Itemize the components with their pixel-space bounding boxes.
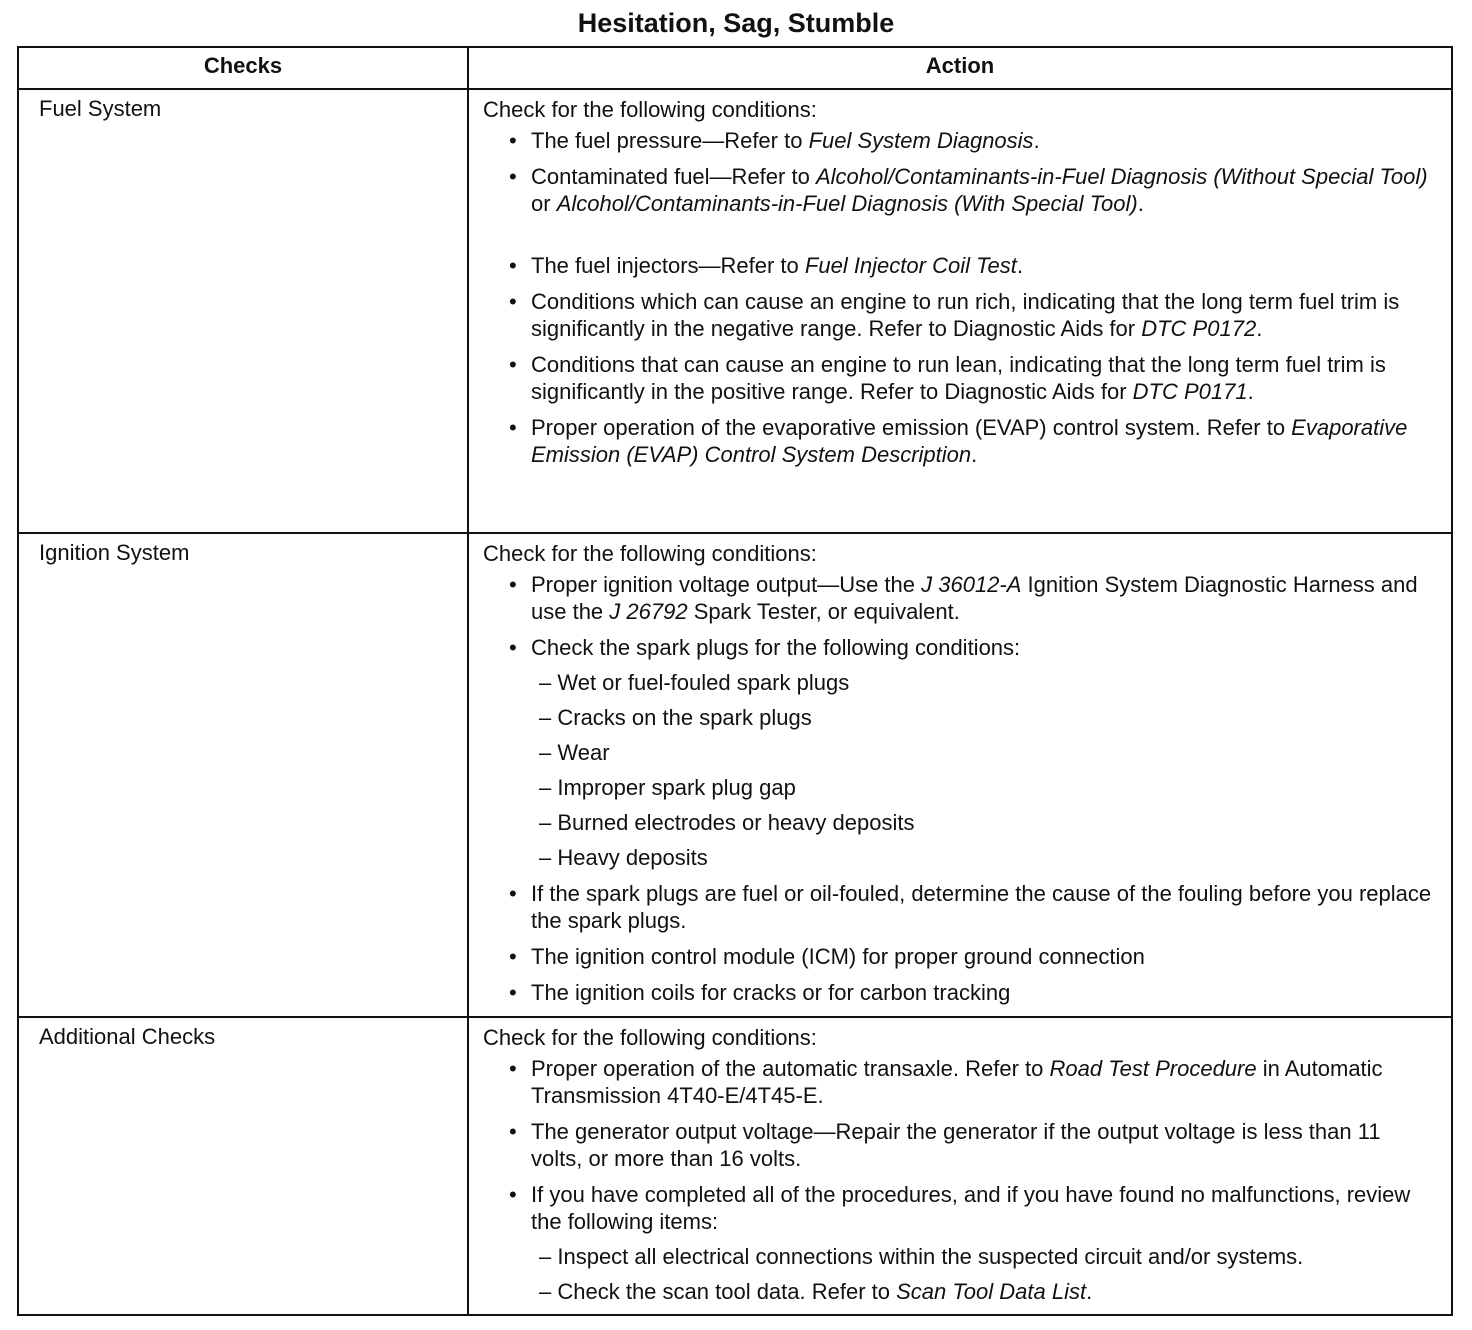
list-item: • Check the spark plugs for the following conditions: – Wet or fuel-fouled spark plugs – Cracks on the spark plugs – Wear – Improper spark plug gap – Burned electrodes or heavy deposits – Heavy deposits (509, 634, 1437, 871)
bullet-icon: • (509, 352, 517, 377)
bullet-icon: • (509, 128, 517, 153)
list-item: • Conditions which can cause an engine to run rich, indicating that the long term fuel trim is significantly in the negative range. Refer to Diagnostic Aids for DTC P0172. (509, 289, 1400, 341)
list-item: • Proper operation of the evaporative emission (EVAP) control system. Refer to Evaporative Emission (EVAP) Control System Description. (509, 415, 1408, 467)
list-item: • The ignition coils for cracks or for carbon tracking (509, 980, 1011, 1005)
sub-item: – Improper spark plug gap (539, 775, 796, 800)
bullet-list (483, 1055, 1437, 1305)
sub-item: – Wear (539, 740, 610, 765)
header-checks: Checks (18, 47, 468, 89)
list-item: • Conditions that can cause an engine to run lean, indicating that the long term fuel trim is significantly in the positive range. Refer to Diagnostic Aids for DTC P0171. (509, 352, 1386, 404)
sub-list (531, 1243, 1437, 1305)
sub-item: – Inspect all electrical connections within the suspected circuit and/or systems. (539, 1244, 1304, 1269)
bullet-icon: • (509, 881, 517, 906)
table-row (18, 1017, 1452, 1315)
sub-list (531, 669, 1437, 871)
bullet-list (483, 571, 1437, 1006)
check-additional: Additional Checks (18, 1017, 468, 1315)
page-title: Hesitation, Sag, Stumble (577, 8, 895, 38)
sub-item: – Cracks on the spark plugs (539, 705, 812, 730)
bullet-icon: • (509, 635, 517, 660)
bullet-icon: • (509, 1182, 517, 1207)
bullet-icon: • (509, 415, 517, 440)
list-item: • The generator output voltage—Repair the generator if the output voltage is less than 11 volts, or more than 16 volts. (509, 1119, 1381, 1171)
list-item: • Proper operation of the automatic transaxle. Refer to Road Test Procedure in Automatic Transmission 4T40-E/4T45-E. (509, 1056, 1383, 1108)
list-item: • The fuel injectors—Refer to Fuel Injector Coil Test. (509, 253, 1023, 278)
list-item: • Contaminated fuel—Refer to Alcohol/Contaminants-in-Fuel Diagnosis (Without Special Tool) or Alcohol/Contaminants-in-Fuel Diagnosis (With Special Tool). (509, 164, 1428, 216)
bullet-icon: • (509, 572, 517, 597)
intro-text: Check for the following conditions: (483, 97, 817, 122)
action-fuel-system (468, 89, 1452, 533)
bullet-icon: • (509, 1119, 517, 1144)
bullet-icon: • (509, 1056, 517, 1081)
table-row (18, 89, 1452, 533)
list-item: • If the spark plugs are fuel or oil-fouled, determine the cause of the fouling before you replace the spark plugs. (509, 881, 1432, 933)
header-action: Action (468, 47, 1452, 89)
bullet-icon: • (509, 944, 517, 969)
sub-item: – Burned electrodes or heavy deposits (539, 810, 915, 835)
action-ignition-system (468, 533, 1452, 1017)
list-item: • The fuel pressure—Refer to Fuel System Diagnosis. (509, 128, 1040, 153)
check-fuel-system: Fuel System (18, 89, 468, 533)
intro-text: Check for the following conditions: (483, 1025, 817, 1050)
list-item: • If you have completed all of the procedures, and if you have found no malfunctions, review the following items: – Inspect all electrical connections within the suspected circuit and/or systems. – Check the scan tool data. Refer to Scan Tool Data List. (509, 1181, 1437, 1305)
bullet-icon: • (509, 253, 517, 278)
check-ignition-system: Ignition System (18, 533, 468, 1017)
sub-item: – Wet or fuel-fouled spark plugs (539, 670, 850, 695)
sub-item: – Heavy deposits (539, 845, 708, 870)
bullet-list (483, 127, 1437, 468)
header-row (18, 47, 1452, 89)
list-item: • The ignition control module (ICM) for proper ground connection (509, 944, 1145, 969)
diagnostic-table (17, 46, 1453, 1316)
sub-item: – Check the scan tool data. Refer to Scan Tool Data List. (539, 1279, 1093, 1304)
table-row (18, 533, 1452, 1017)
list-item: • Proper ignition voltage output—Use the J 36012-A Ignition System Diagnostic Harness and use the J 26792 Spark Tester, or equivalent. (509, 572, 1418, 624)
bullet-icon: • (509, 289, 517, 314)
intro-text: Check for the following conditions: (483, 541, 817, 566)
bullet-icon: • (509, 164, 517, 189)
bullet-icon: • (509, 980, 517, 1005)
action-additional (468, 1017, 1452, 1315)
